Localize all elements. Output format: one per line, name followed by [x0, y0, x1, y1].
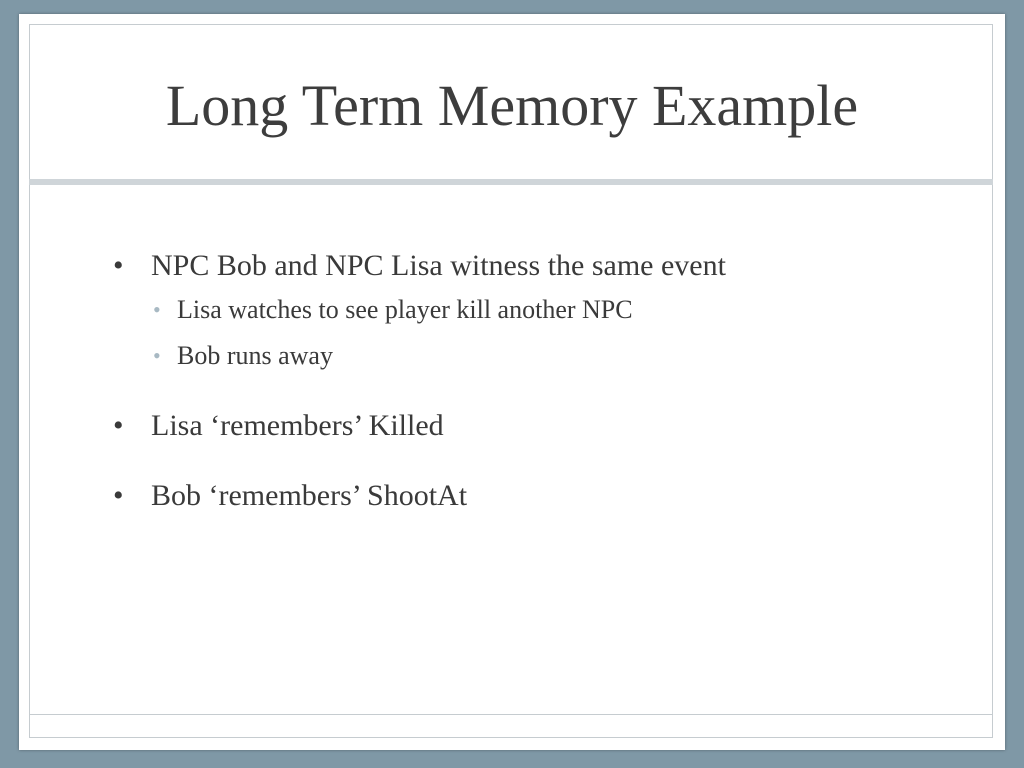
bullet-item: [109, 476, 969, 516]
slide-body: [109, 246, 969, 516]
bullet-item: [109, 406, 969, 446]
sub-bullet-item: [109, 338, 969, 374]
sub-bullet-text: Lisa watches to see player kill another NPC: [177, 295, 633, 324]
bullet-dot-icon: •: [113, 479, 124, 512]
bullet-text: Lisa ‘remembers’ Killed: [151, 409, 444, 442]
bullet-dot-icon: •: [113, 249, 124, 282]
bullet-text: NPC Bob and NPC Lisa witness the same event: [151, 249, 726, 282]
sub-bullet-dot-icon: •: [153, 343, 161, 368]
slide-title: Long Term Memory Example: [165, 73, 859, 138]
footer-divider: [29, 714, 993, 715]
sub-bullet-text: Bob runs away: [177, 341, 333, 370]
slide: [19, 14, 1005, 750]
sub-bullet-item: [109, 292, 969, 328]
sub-bullet-dot-icon: •: [153, 297, 161, 322]
title-divider: [29, 179, 993, 185]
bullet-text: Bob ‘remembers’ ShootAt: [151, 479, 468, 512]
bullet-dot-icon: •: [113, 409, 124, 442]
sub-bullet-list: [109, 292, 969, 374]
bullet-item: [109, 246, 969, 286]
